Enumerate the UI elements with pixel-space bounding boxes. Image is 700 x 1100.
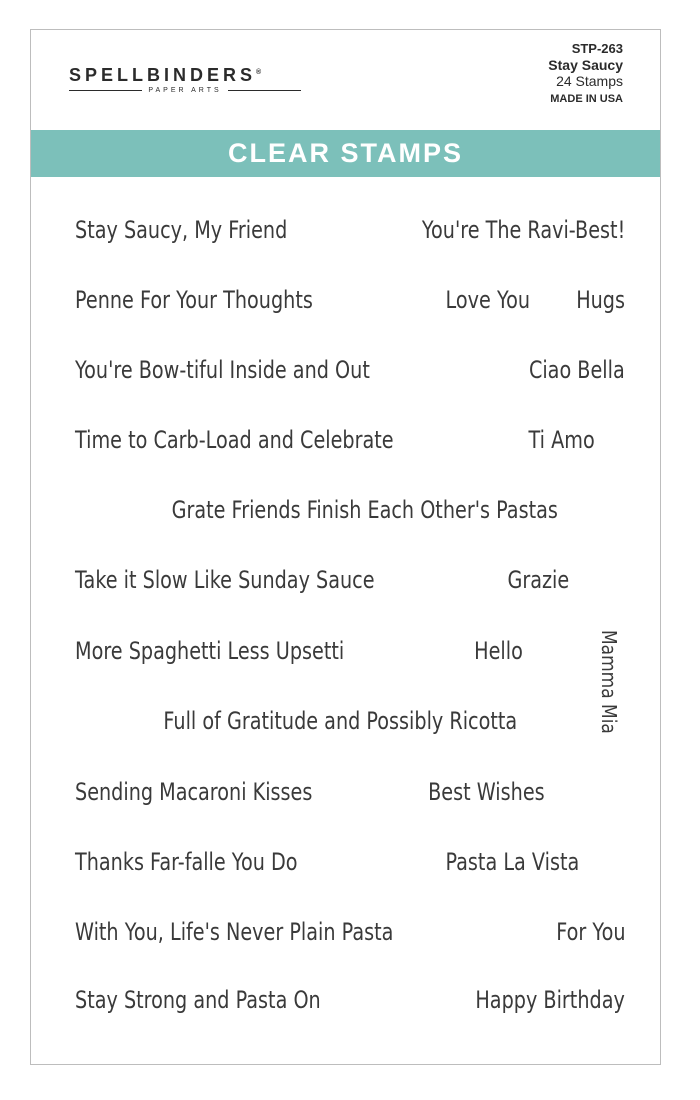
stamp-sentiment: Hugs <box>576 286 625 314</box>
stamp-sentiment: Happy Birthday <box>475 986 625 1014</box>
stamp-sentiment: You're The Ravi-Best! <box>421 216 625 244</box>
stamp-sentiment: Best Wishes <box>428 778 545 806</box>
stamp-sentiment: Pasta La Vista <box>445 848 579 876</box>
stamp-row <box>75 633 523 669</box>
stamp-sentiment: Stay Strong and Pasta On <box>75 986 321 1014</box>
stamp-sentiment: Penne For Your Thoughts <box>75 286 313 314</box>
banner-title: CLEAR STAMPS <box>227 138 463 168</box>
stamp-sentiment: Sending Macaroni Kisses <box>75 778 313 806</box>
stamp-row <box>75 844 579 880</box>
product-sku: STP-263 <box>571 41 623 56</box>
product-info <box>548 41 623 106</box>
logo-rule-left <box>69 90 142 91</box>
stamp-sentiment: For You <box>555 918 625 946</box>
stamp-row <box>75 914 625 950</box>
stamp-sentiment: Grazie <box>507 566 569 594</box>
stamp-row <box>75 282 625 318</box>
brand-tagline: PAPER ARTS <box>148 87 222 94</box>
stamp-sentiment: Full of Gratitude and Possibly Ricotta <box>163 707 518 735</box>
stamp-sentiment-vertical: Mamma Mia <box>597 630 621 734</box>
brand-logo <box>69 65 309 94</box>
stamp-row <box>75 982 625 1018</box>
stamp-sentiment: Ti Amo <box>528 426 595 454</box>
stamp-count: 24 Stamps <box>556 73 623 90</box>
stamp-row <box>75 703 625 739</box>
stamp-sentiment: Thanks Far-falle You Do <box>75 848 298 876</box>
stamp-set-card <box>30 29 661 1065</box>
stamp-sentiment: Hello <box>474 637 523 665</box>
stamp-sentiment: With You, Life's Never Plain Pasta <box>75 918 394 946</box>
stamp-sentiment: Take it Slow Like Sunday Sauce <box>75 566 375 594</box>
stamp-sentiment: Grate Friends Finish Each Other's Pastas <box>171 496 558 524</box>
brand-name: SPELLBINDERS <box>69 65 257 85</box>
stamp-sentiment: Stay Saucy, My Friend <box>75 216 288 244</box>
stamp-sentiment: Love You <box>445 286 531 314</box>
clear-stamps-banner <box>31 130 660 177</box>
registered-mark: ® <box>256 69 262 76</box>
product-name: Stay Saucy <box>548 56 623 73</box>
stamp-row <box>75 562 569 598</box>
stamp-sentiment: You're Bow-tiful Inside and Out <box>75 356 370 384</box>
origin-label: MADE IN USA <box>550 93 623 106</box>
stamp-row <box>75 422 595 458</box>
stamp-sentiment: Ciao Bella <box>529 356 625 384</box>
stamp-row <box>75 352 625 388</box>
stamp-sentiment: Time to Carb-Load and Celebrate <box>75 426 394 454</box>
stamp-row <box>75 774 545 810</box>
stamp-row <box>75 212 625 248</box>
stamp-sentiment: More Spaghetti Less Upsetti <box>75 637 345 665</box>
logo-rule-right <box>228 90 301 91</box>
stamp-row <box>75 492 625 528</box>
